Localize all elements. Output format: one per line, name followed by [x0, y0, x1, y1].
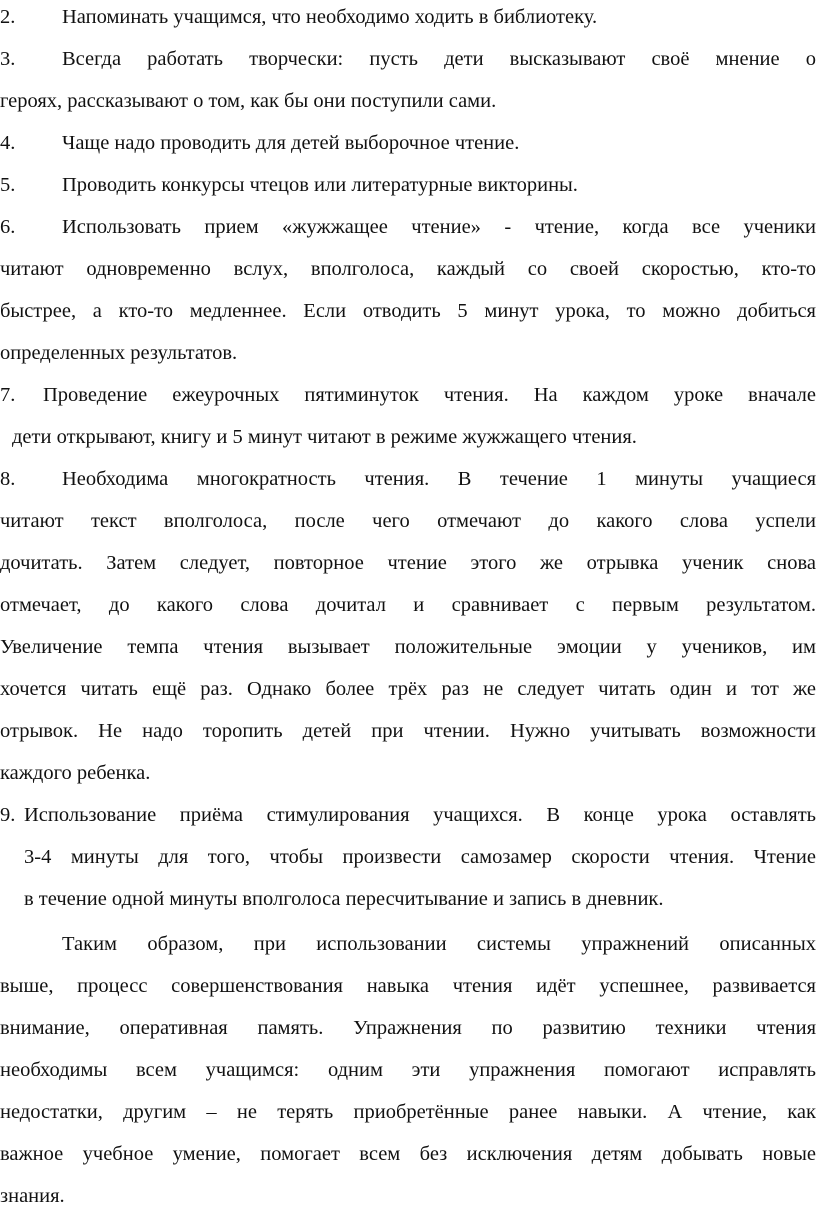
list-item-number: 4. — [0, 132, 16, 154]
list-item-8-continuation — [0, 591, 816, 619]
paragraph-text: выше, процесс совершенствования навыка чтения идёт успешнее, развивается — [0, 975, 816, 997]
paragraph-text: недостатки, другим – не терять приобретённые ранее навыки. А чтение, как — [0, 1101, 816, 1123]
conclusion-paragraph-line — [0, 1182, 816, 1210]
conclusion-paragraph-line — [0, 1014, 816, 1042]
list-item-text: Увеличение темпа чтения вызывает положительные эмоции у учеников, им — [0, 636, 816, 658]
list-item-text: 3-4 минуты для того, чтобы произвести самозамер скорости чтения. Чтение — [24, 846, 816, 868]
list-item-8-continuation — [0, 717, 816, 745]
list-item-text: читают одновременно вслух, вполголоса, каждый со своей скоростью, кто-то — [0, 258, 816, 280]
list-item-6-continuation — [0, 297, 816, 325]
list-item-8 — [0, 465, 816, 493]
list-item-text: Использовать прием «жужжащее чтение» - чтение, когда все ученики — [62, 216, 816, 238]
list-item-5 — [0, 171, 816, 199]
list-item-6-continuation — [0, 339, 816, 367]
list-item-number: 2. — [0, 6, 16, 28]
list-item-text: отрывок. Не надо торопить детей при чтении. Нужно учитывать возможности — [0, 720, 816, 742]
list-item-number: 8. — [0, 468, 16, 490]
list-item-number: 6. — [0, 216, 16, 238]
list-item-text: дети открывают, книгу и 5 минут читают в режиме жужжащего чтения. — [12, 426, 637, 448]
list-item-number: 3. — [0, 48, 16, 70]
list-item-text: быстрее, а кто-то медленнее. Если отводить 5 минут урока, то можно добиться — [0, 300, 816, 322]
list-item-9-continuation — [0, 885, 816, 913]
paragraph-text: важное учебное умение, помогает всем без исключения детям добывать новые — [0, 1143, 816, 1165]
conclusion-paragraph-line — [0, 930, 816, 958]
conclusion-paragraph-line — [0, 1056, 816, 1084]
list-item-text: определенных результатов. — [0, 342, 238, 364]
paragraph-text: знания. — [0, 1185, 65, 1207]
list-item-7-continuation — [0, 423, 816, 451]
list-item-text: хочется читать ещё раз. Однако более трёх раз не следует читать один и тот же — [0, 678, 816, 700]
list-item-3 — [0, 45, 816, 73]
list-item-9 — [0, 801, 816, 829]
paragraph-text: необходимы всем учащимся: одним эти упражнения помогают исправлять — [0, 1059, 816, 1081]
list-item-number: 5. — [0, 174, 16, 196]
conclusion-paragraph-line — [0, 972, 816, 1000]
list-item-text: отмечает, до какого слова дочитал и сравнивает с первым результатом. — [0, 594, 816, 616]
list-item-number: 7. — [0, 384, 16, 406]
list-item-text: читают текст вполголоса, после чего отмечают до какого слова успели — [0, 510, 816, 532]
list-item-8-continuation — [0, 507, 816, 535]
list-item-text: Всегда работать творчески: пусть дети высказывают своё мнение о — [62, 48, 816, 70]
list-item-6 — [0, 213, 816, 241]
list-item-text: Использование приёма стимулирования учащихся. В конце урока оставлять — [24, 804, 816, 826]
list-item-8-continuation — [0, 549, 816, 577]
list-item-9-continuation — [0, 843, 816, 871]
list-item-3-continuation — [0, 87, 816, 115]
list-item-7 — [0, 381, 816, 409]
list-item-text: каждого ребенка. — [0, 762, 151, 784]
conclusion-paragraph-line — [0, 1098, 816, 1126]
list-item-text: Проводить конкурсы чтецов или литературные викторины. — [62, 174, 578, 196]
paragraph-text: Таким образом, при использовании системы упражнений описанных — [62, 933, 816, 955]
list-item-text: Проведение ежеурочных пятиминуток чтения. На каждом уроке вначале — [43, 384, 816, 406]
list-item-8-continuation — [0, 633, 816, 661]
list-item-2 — [0, 3, 816, 31]
list-item-text: Необходима многократность чтения. В течение 1 минуты учащиеся — [62, 468, 816, 490]
list-item-number: 9. — [0, 804, 16, 826]
list-item-text: дочитать. Затем следует, повторное чтение этого же отрывка ученик снова — [0, 552, 816, 574]
list-item-8-continuation — [0, 759, 816, 787]
list-item-text: Чаще надо проводить для детей выборочное чтение. — [62, 132, 520, 154]
paragraph-text: внимание, оперативная память. Упражнения по развитию техники чтения — [0, 1017, 816, 1039]
conclusion-paragraph-line — [0, 1140, 816, 1168]
list-item-8-continuation — [0, 675, 816, 703]
list-item-text: героях, рассказывают о том, как бы они поступили сами. — [0, 90, 497, 112]
list-item-text: в течение одной минуты вполголоса пересчитывание и запись в дневник. — [24, 888, 664, 910]
list-item-6-continuation — [0, 255, 816, 283]
list-item-text: Напоминать учащимся, что необходимо ходить в библиотеку. — [62, 6, 598, 28]
list-item-4 — [0, 129, 816, 157]
